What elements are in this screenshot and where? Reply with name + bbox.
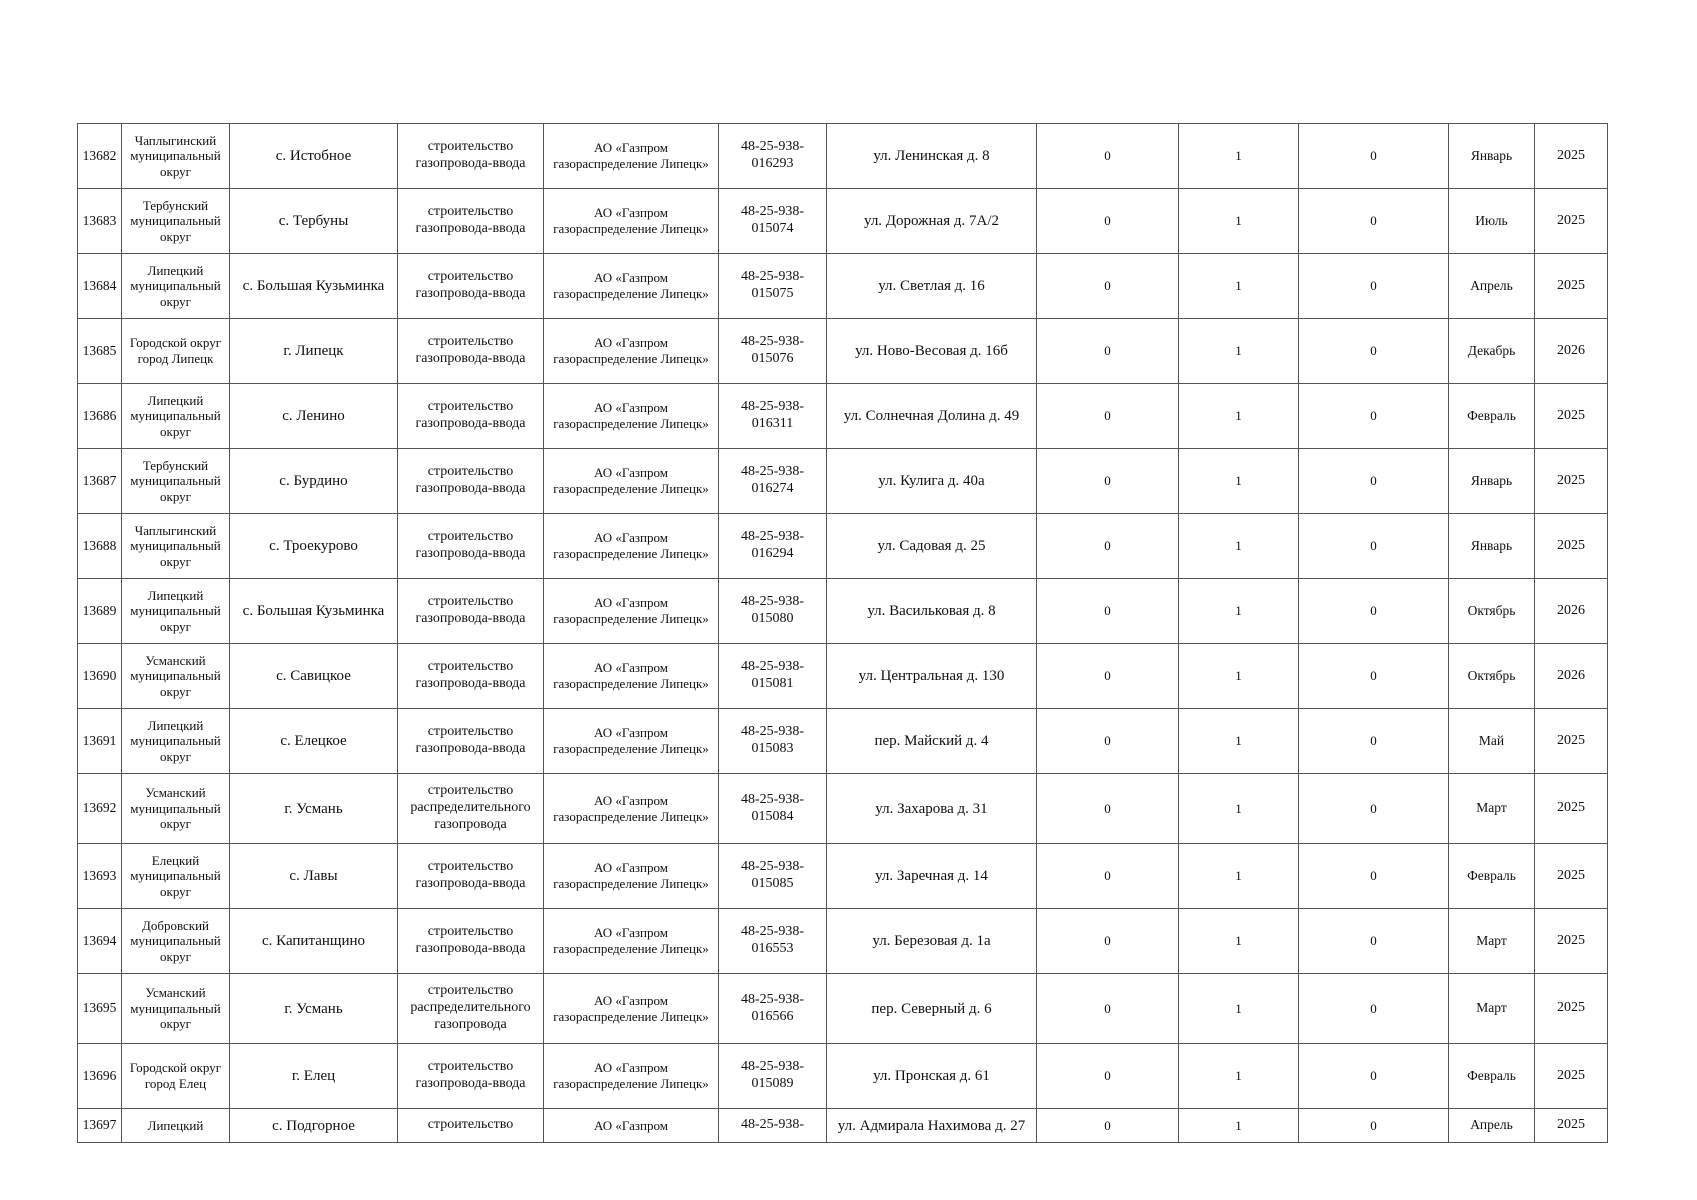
district-cell: Липецкий муниципальный округ [122,579,230,644]
value-cell-2: 1 [1179,644,1299,709]
value-cell-1: 0 [1037,514,1179,579]
organization-cell: АО «Газпром газораспределение Липецк» [544,514,719,579]
year-cell: 2025 [1535,1109,1608,1143]
month-cell: Март [1449,774,1535,844]
organization-cell: АО «Газпром газораспределение Липецк» [544,909,719,974]
organization-cell: АО «Газпром газораспределение Липецк» [544,774,719,844]
code-cell: 48-25-938-016566 [719,974,827,1044]
work-type-cell: строительство газопровода-ввода [398,579,544,644]
locality-cell: с. Большая Кузьминка [230,254,398,319]
table-row [78,644,1608,709]
value-cell-3: 0 [1299,124,1449,189]
code-cell: 48-25-938-015080 [719,579,827,644]
locality-cell: г. Усмань [230,774,398,844]
table-body [78,124,1608,1143]
code-cell: 48-25-938-016553 [719,909,827,974]
table-row [78,384,1608,449]
table-row [78,1109,1608,1143]
work-type-cell: строительство [398,1109,544,1143]
table-row [78,449,1608,514]
value-cell-2: 1 [1179,189,1299,254]
row-number: 13691 [78,709,122,774]
organization-cell: АО «Газпром газораспределение Липецк» [544,384,719,449]
month-cell: Февраль [1449,384,1535,449]
work-type-cell: строительство газопровода-ввода [398,1044,544,1109]
address-cell: ул. Дорожная д. 7А/2 [827,189,1037,254]
month-cell: Февраль [1449,844,1535,909]
value-cell-1: 0 [1037,909,1179,974]
district-cell: Липецкий муниципальный округ [122,254,230,319]
organization-cell: АО «Газпром газораспределение Липецк» [544,1044,719,1109]
address-cell: ул. Адмирала Нахимова д. 27 [827,1109,1037,1143]
value-cell-1: 0 [1037,124,1179,189]
year-cell: 2025 [1535,384,1608,449]
address-cell: ул. Березовая д. 1а [827,909,1037,974]
code-cell: 48-25-938-015084 [719,774,827,844]
table-row [78,974,1608,1044]
district-cell: Елецкий муниципальный округ [122,844,230,909]
district-cell: Липецкий [122,1109,230,1143]
district-cell: Тербунский муниципальный округ [122,189,230,254]
year-cell: 2025 [1535,189,1608,254]
value-cell-3: 0 [1299,449,1449,514]
month-cell: Октябрь [1449,644,1535,709]
district-cell: Усманский муниципальный округ [122,644,230,709]
value-cell-2: 1 [1179,1109,1299,1143]
district-cell: Липецкий муниципальный округ [122,709,230,774]
value-cell-3: 0 [1299,974,1449,1044]
row-number: 13682 [78,124,122,189]
document-page [77,123,1608,1143]
value-cell-3: 0 [1299,579,1449,644]
organization-cell: АО «Газпром газораспределение Липецк» [544,449,719,514]
year-cell: 2025 [1535,1044,1608,1109]
organization-cell: АО «Газпром газораспределение Липецк» [544,189,719,254]
code-cell: 48-25-938-016294 [719,514,827,579]
value-cell-2: 1 [1179,319,1299,384]
row-number: 13688 [78,514,122,579]
value-cell-3: 0 [1299,774,1449,844]
code-cell: 48-25-938-015083 [719,709,827,774]
locality-cell: г. Елец [230,1044,398,1109]
row-number: 13683 [78,189,122,254]
row-number: 13696 [78,1044,122,1109]
value-cell-1: 0 [1037,774,1179,844]
address-cell: ул. Пронская д. 61 [827,1044,1037,1109]
value-cell-1: 0 [1037,709,1179,774]
address-cell: пер. Северный д. 6 [827,974,1037,1044]
value-cell-2: 1 [1179,579,1299,644]
organization-cell: АО «Газпром газораспределение Липецк» [544,709,719,774]
month-cell: Апрель [1449,1109,1535,1143]
month-cell: Февраль [1449,1044,1535,1109]
value-cell-1: 0 [1037,1109,1179,1143]
value-cell-1: 0 [1037,384,1179,449]
value-cell-3: 0 [1299,844,1449,909]
value-cell-3: 0 [1299,254,1449,319]
district-cell: Тербунский муниципальный округ [122,449,230,514]
address-cell: ул. Кулига д. 40а [827,449,1037,514]
year-cell: 2026 [1535,319,1608,384]
value-cell-2: 1 [1179,844,1299,909]
table-row [78,124,1608,189]
value-cell-2: 1 [1179,514,1299,579]
value-cell-2: 1 [1179,449,1299,514]
year-cell: 2025 [1535,254,1608,319]
work-type-cell: строительство газопровода-ввода [398,319,544,384]
month-cell: Январь [1449,124,1535,189]
value-cell-1: 0 [1037,319,1179,384]
value-cell-3: 0 [1299,514,1449,579]
value-cell-1: 0 [1037,579,1179,644]
address-cell: ул. Захарова д. 31 [827,774,1037,844]
row-number: 13690 [78,644,122,709]
month-cell: Январь [1449,449,1535,514]
year-cell: 2025 [1535,909,1608,974]
work-type-cell: строительство газопровода-ввода [398,124,544,189]
row-number: 13697 [78,1109,122,1143]
table-row [78,254,1608,319]
month-cell: Март [1449,974,1535,1044]
row-number: 13693 [78,844,122,909]
organization-cell: АО «Газпром [544,1109,719,1143]
work-type-cell: строительство газопровода-ввода [398,909,544,974]
table-row [78,774,1608,844]
row-number: 13687 [78,449,122,514]
value-cell-3: 0 [1299,1109,1449,1143]
district-cell: Городской округ город Елец [122,1044,230,1109]
work-type-cell: строительство газопровода-ввода [398,384,544,449]
month-cell: Январь [1449,514,1535,579]
organization-cell: АО «Газпром газораспределение Липецк» [544,974,719,1044]
value-cell-1: 0 [1037,974,1179,1044]
value-cell-3: 0 [1299,1044,1449,1109]
year-cell: 2026 [1535,579,1608,644]
work-type-cell: строительство распределительного газопровода [398,974,544,1044]
year-cell: 2025 [1535,514,1608,579]
code-cell: 48-25-938-015085 [719,844,827,909]
table-row [78,844,1608,909]
organization-cell: АО «Газпром газораспределение Липецк» [544,844,719,909]
year-cell: 2025 [1535,709,1608,774]
code-cell: 48-25-938-015075 [719,254,827,319]
row-number: 13692 [78,774,122,844]
work-type-cell: строительство газопровода-ввода [398,844,544,909]
table-row [78,709,1608,774]
year-cell: 2025 [1535,974,1608,1044]
locality-cell: с. Елецкое [230,709,398,774]
work-type-cell: строительство газопровода-ввода [398,644,544,709]
value-cell-2: 1 [1179,124,1299,189]
organization-cell: АО «Газпром газораспределение Липецк» [544,579,719,644]
district-cell: Липецкий муниципальный округ [122,384,230,449]
value-cell-1: 0 [1037,644,1179,709]
row-number: 13695 [78,974,122,1044]
value-cell-3: 0 [1299,644,1449,709]
value-cell-1: 0 [1037,189,1179,254]
locality-cell: с. Лавы [230,844,398,909]
locality-cell: с. Ленино [230,384,398,449]
row-number: 13684 [78,254,122,319]
row-number: 13694 [78,909,122,974]
month-cell: Март [1449,909,1535,974]
value-cell-2: 1 [1179,384,1299,449]
locality-cell: с. Большая Кузьминка [230,579,398,644]
year-cell: 2025 [1535,124,1608,189]
table-row [78,189,1608,254]
address-cell: ул. Центральная д. 130 [827,644,1037,709]
month-cell: Декабрь [1449,319,1535,384]
locality-cell: с. Капитанщино [230,909,398,974]
work-type-cell: строительство газопровода-ввода [398,709,544,774]
district-cell: Городской округ город Липецк [122,319,230,384]
address-cell: ул. Солнечная Долина д. 49 [827,384,1037,449]
value-cell-2: 1 [1179,909,1299,974]
organization-cell: АО «Газпром газораспределение Липецк» [544,124,719,189]
value-cell-3: 0 [1299,709,1449,774]
work-type-cell: строительство газопровода-ввода [398,449,544,514]
value-cell-1: 0 [1037,844,1179,909]
district-cell: Чаплыгинский муниципальный округ [122,124,230,189]
code-cell: 48-25-938-015089 [719,1044,827,1109]
locality-cell: с. Истобное [230,124,398,189]
code-cell: 48-25-938-015074 [719,189,827,254]
locality-cell: с. Подгорное [230,1109,398,1143]
value-cell-1: 0 [1037,254,1179,319]
year-cell: 2025 [1535,774,1608,844]
value-cell-3: 0 [1299,384,1449,449]
table-row [78,319,1608,384]
table-row [78,909,1608,974]
value-cell-2: 1 [1179,974,1299,1044]
value-cell-1: 0 [1037,449,1179,514]
locality-cell: г. Усмань [230,974,398,1044]
work-type-cell: строительство газопровода-ввода [398,514,544,579]
address-cell: ул. Ленинская д. 8 [827,124,1037,189]
work-type-cell: строительство газопровода-ввода [398,254,544,319]
address-cell: ул. Садовая д. 25 [827,514,1037,579]
row-number: 13686 [78,384,122,449]
code-cell: 48-25-938-015081 [719,644,827,709]
row-number: 13685 [78,319,122,384]
month-cell: Октябрь [1449,579,1535,644]
address-cell: пер. Майский д. 4 [827,709,1037,774]
organization-cell: АО «Газпром газораспределение Липецк» [544,254,719,319]
code-cell: 48-25-938- [719,1109,827,1143]
district-cell: Добровский муниципальный округ [122,909,230,974]
code-cell: 48-25-938-016311 [719,384,827,449]
value-cell-3: 0 [1299,319,1449,384]
table-row [78,1044,1608,1109]
work-type-cell: строительство газопровода-ввода [398,189,544,254]
locality-cell: с. Троекурово [230,514,398,579]
gasification-table [77,123,1608,1143]
year-cell: 2025 [1535,449,1608,514]
value-cell-1: 0 [1037,1044,1179,1109]
address-cell: ул. Заречная д. 14 [827,844,1037,909]
value-cell-2: 1 [1179,254,1299,319]
district-cell: Усманский муниципальный округ [122,774,230,844]
value-cell-2: 1 [1179,1044,1299,1109]
address-cell: ул. Васильковая д. 8 [827,579,1037,644]
value-cell-2: 1 [1179,774,1299,844]
work-type-cell: строительство распределительного газопровода [398,774,544,844]
code-cell: 48-25-938-015076 [719,319,827,384]
table-row [78,514,1608,579]
month-cell: Апрель [1449,254,1535,319]
locality-cell: с. Тербуны [230,189,398,254]
address-cell: ул. Ново-Весовая д. 16б [827,319,1037,384]
year-cell: 2025 [1535,844,1608,909]
code-cell: 48-25-938-016274 [719,449,827,514]
month-cell: Май [1449,709,1535,774]
organization-cell: АО «Газпром газораспределение Липецк» [544,319,719,384]
organization-cell: АО «Газпром газораспределение Липецк» [544,644,719,709]
locality-cell: с. Савицкое [230,644,398,709]
row-number: 13689 [78,579,122,644]
locality-cell: с. Бурдино [230,449,398,514]
address-cell: ул. Светлая д. 16 [827,254,1037,319]
value-cell-2: 1 [1179,709,1299,774]
district-cell: Чаплыгинский муниципальный округ [122,514,230,579]
district-cell: Усманский муниципальный округ [122,974,230,1044]
code-cell: 48-25-938-016293 [719,124,827,189]
value-cell-3: 0 [1299,909,1449,974]
table-row [78,579,1608,644]
year-cell: 2026 [1535,644,1608,709]
locality-cell: г. Липецк [230,319,398,384]
value-cell-3: 0 [1299,189,1449,254]
month-cell: Июль [1449,189,1535,254]
